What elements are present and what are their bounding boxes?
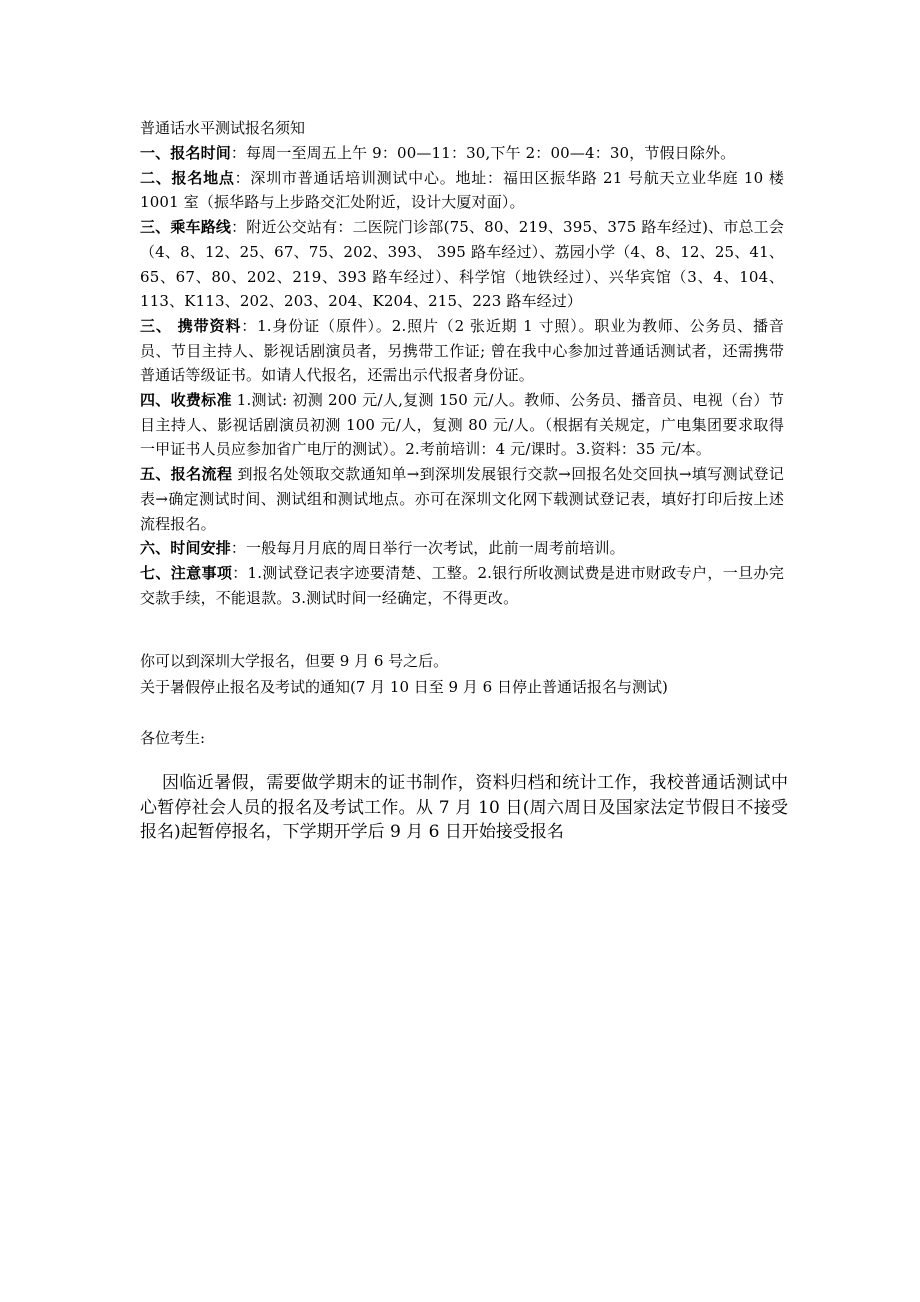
item-text: ：深圳市普通话培训测试中心。地址：福田区振华路 21 号航天立业华庭 10 楼 1001 室（振华路与上步路交汇处附近，设计大厦对面）。 bbox=[140, 168, 784, 212]
item-text: ：附近公交站有：二医院门诊部(75、80、219、395、375 路车经过)、市总工会（4、8、12、25、67、75、202、393、 395 路车经过）、荔园小学（4、8、12、25、41、65、67、80、202、219、393 路车经过）、科学馆（地铁经过）、兴华宾馆（3、4、104、113、K113、202、203、204、K204、215、223 路车经过） bbox=[140, 218, 784, 311]
item-text: ：1.身份证（原件）。2.照片（2 张近期 1 寸照）。职业为教师、公务员、播音员、节目主持人、影视话剧演员者，另携带工作证; 曾在我中心参加过普通话测试者，还需携带普通话等级证书。如请人代报名，还需出示代报者身份证。 bbox=[140, 316, 784, 385]
item-text: ：一般每月月底的周日举行一次考试，此前一周考前培训。 bbox=[230, 539, 625, 558]
item-label: 二、报名地点 bbox=[140, 168, 235, 187]
item-registration-time bbox=[140, 141, 784, 166]
document-title: 普通话水平测试报名须知 bbox=[140, 119, 306, 137]
item-registration-process bbox=[140, 462, 784, 536]
item-registration-location bbox=[140, 166, 784, 215]
item-label: 六、时间安排 bbox=[140, 539, 231, 558]
item-label: 三、 携带资料 bbox=[140, 316, 242, 335]
notice-title: 关于暑假停止报名及考试的通知(7 月 10 日至 9 月 6 日停止普通话报名与测试) bbox=[140, 678, 668, 696]
item-required-materials bbox=[140, 314, 784, 388]
item-notes bbox=[140, 561, 784, 610]
item-fees bbox=[140, 388, 784, 462]
item-text: ：每周一至周五上午 9：00—11：30,下午 2：00—4：30，节假日除外。 bbox=[230, 144, 736, 162]
item-text: 1.测试: 初测 200 元/人,复测 150 元/人。教师、公务员、播音员、电视（台）节目主持人、影视话剧演员初测 100 元/人，复测 80 元/人。（根据有关规定，广电集团要求取得一甲证书人员应参加省广电厅的测试）。2.考前培训：4 元/课时。3.资料：35 元/本。 bbox=[140, 391, 784, 459]
salutation: 各位考生: bbox=[140, 729, 206, 747]
item-label: 七、注意事项 bbox=[140, 563, 233, 582]
item-schedule bbox=[140, 536, 784, 561]
item-label: 四、收费标准 bbox=[140, 391, 232, 410]
notice-body: 因临近暑假，需要做学期末的证书制作，资料归档和统计工作，我校普通话测试中心暂停社会人员的报名及考试工作。从 7 月 10 日(周六周日及国家法定节假日不接受报名)起暂停报名，下学期开学后 9 月 6 日开始接受报名 bbox=[140, 773, 788, 842]
szu-note: 你可以到深圳大学报名，但要 9 月 6 号之后。 bbox=[140, 652, 449, 670]
item-label: 五、报名流程 bbox=[140, 465, 233, 484]
item-label: 三、乘车路线 bbox=[140, 218, 232, 237]
registration-items bbox=[140, 141, 784, 610]
item-bus-routes bbox=[140, 215, 784, 314]
item-text: 到报名处领取交款通知单→到深圳发展银行交款→回报名处交回执→填写测试登记表→确定测试时间、测试组和测试地点。亦可在深圳文化网下载测试登记表，填好打印后按上述流程报名。 bbox=[140, 465, 784, 533]
item-label: 一、报名时间 bbox=[140, 144, 231, 162]
item-text: ：1.测试登记表字迹要清楚、工整。2.银行所收测试费是进市财政专户，一旦办完交款手续，不能退款。3.测试时间一经确定，不得更改。 bbox=[140, 563, 784, 607]
